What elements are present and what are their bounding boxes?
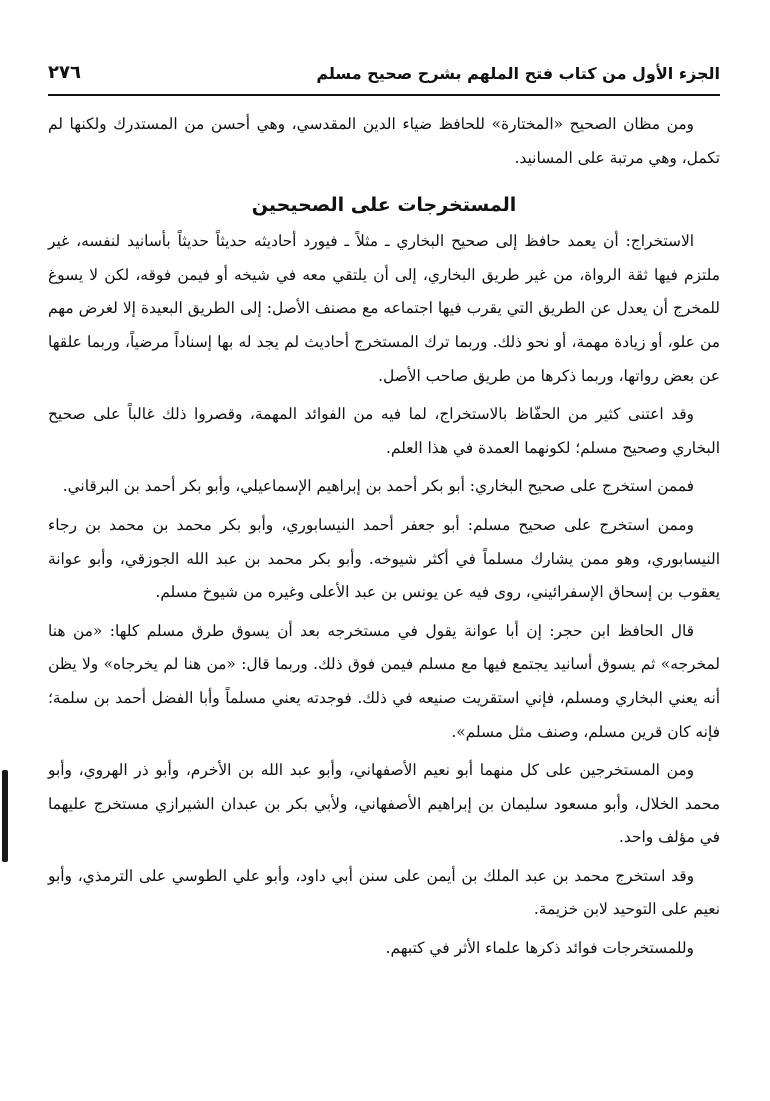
paragraph-benefits: وللمستخرجات فوائد ذكرها علماء الأثر في كتبهم. — [385, 939, 694, 958]
intro-paragraph: ومن مظان الصحيح «المختارة» للحافظ ضياء الدين المقدسي، وهي أحسن من المستدرك ولكنها لم تكمل، وهي مرتبة على المسانيد. — [48, 115, 720, 167]
page-number: ٢٧٦ — [48, 62, 81, 83]
binding-edge-mark — [2, 770, 8, 862]
paragraph-both-extractors: ومن المستخرجين على كل منهما أبو نعيم الأصفهاني، وأبو عبد الله بن الأخرم، وأبو ذر الهروي، وأبو محمد الخلال، وأبو مسعود سليمان بن إبراهيم الأصفهاني، ولأبي بكر بن عبدان الشيرازي مستخرج عليهما في مؤلف واحد. — [48, 761, 720, 847]
paragraph-other-extractors: وقد استخرج محمد بن عبد الملك بن أيمن على سنن أبي داود، وأبو علي الطوسي على الترمذي، وأبو نعيم على التوحيد لابن خزيمة. — [48, 866, 720, 919]
page-body — [48, 108, 720, 971]
paragraph-interest: وقد اعتنى كثير من الحفّاظ بالاستخراج، لما فيه من الفوائد المهمة، وقصروا ذلك غالباً على صحيح البخاري وصحيح مسلم؛ لكونهما العمدة في هذا العلم. — [48, 405, 720, 457]
paragraph-ibn-hajar-quote: قال الحافظ ابن حجر: إن أبا عوانة يقول في مستخرجه بعد أن يسوق طرق مسلم كلها: «من هنا لمخرجه» ثم يسوق أسانيد يجتمع فيها مع مسلم فيمن فوق ذلك. وربما قال: «من هنا لم يخرجاه» ولا يظن أنه يعني البخاري ومسلم، فإني استقريت صنيعه في ذلك. فوجدته يعني مسلماً وأبا الفضل أحمد بن سلمة؛ فإنه كان قرين مسلم، وصنف مثل مسلم». — [48, 621, 720, 741]
paragraph-definition: الاستخراج: أن يعمد حافظ إلى صحيح البخاري ـ مثلاً ـ فيورد أحاديثه حديثاً حديثاً بأسانيد لنفسه، غير ملتزم فيها ثقة الرواة، من غير طريق البخاري، إلى أن يلتقي معه في شيخه أو فيمن فوقه، لكن لا يسوغ للمخرج أن يعدل عن الطريق التي يقرب فيها اجتماعه مع مصنف الأصل: إلى الطريق البعيدة إلا لغرض مهم من علو، أو زيادة مهمة، أو نحو ذلك. وربما ترك المستخرج أحاديث لم يجد له بها إسناداً مرضياً، وربما علقها عن بعض رواتها، وربما ذكرها من طريق صاحب الأصل. — [48, 232, 720, 385]
section-title: المستخرجات على الصحيحين — [251, 194, 517, 217]
page-header — [48, 60, 720, 96]
running-title: الجزء الأول من كتاب فتح الملهم بشرح صحيح مسلم — [316, 64, 720, 83]
paragraph-bukhari-extractors: فممن استخرج على صحيح البخاري: أبو بكر أحمد بن إبراهيم الإسماعيلي، وأبو بكر أحمد بن البرقاني. — [62, 477, 694, 496]
paragraph-muslim-extractors: وممن استخرج على صحيح مسلم: أبو جعفر أحمد النيسابوري، وأبو بكر محمد بن محمد بن رجاء النيسابوري، وهو ممن يشارك مسلماً في أكثر شيوخه. وأبو بكر محمد بن عبد الله الجوزقي، وأبو عوانة يعقوب بن إسحاق الإسفرائيني، روى فيه عن يونس بن عبد الأعلى وغيره من شيوخ مسلم. — [48, 515, 720, 602]
